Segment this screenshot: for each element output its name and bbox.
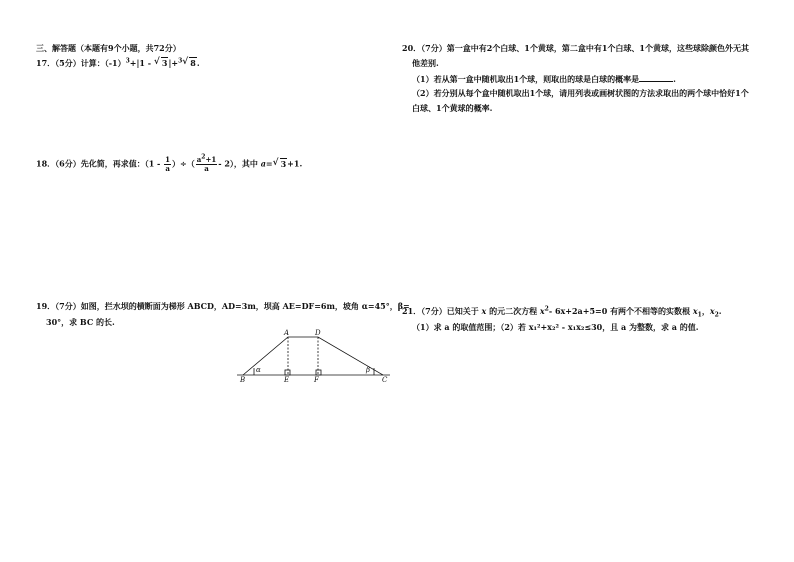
q18-sqrt: [273, 159, 288, 170]
q18-frac2-num-a: a: [196, 155, 202, 164]
label-c: C: [382, 376, 388, 382]
q17-sqrt-radicand: 3: [161, 58, 168, 68]
question-19-line1: 19．（7分）如图，拦水坝的横断面为梯形 ABCD，AD=3m，坝高 AE=DF=6m，坡角 α=45°，β=: [36, 301, 410, 311]
q21-equation: - 6x+2a+5=0 有两个不相等的实数根: [548, 306, 691, 316]
label-alpha: α: [256, 366, 261, 374]
question-17: [36, 58, 200, 69]
q17-cbrt: [182, 58, 197, 69]
q17-abs-close: |+: [168, 58, 179, 68]
label-beta: β: [366, 366, 371, 374]
label-d: D: [315, 329, 321, 337]
question-19-line2: 30°，求 BC 的长.: [46, 317, 115, 327]
q21-x-squared: x: [539, 306, 545, 316]
q21-x2: x: [709, 306, 715, 316]
q18-plus1: +1.: [287, 158, 303, 169]
q21-sub2: 2: [714, 311, 719, 319]
q18-sqrt-radicand: 3: [280, 158, 287, 169]
q17-head: 17．（5分）计算：（: [36, 58, 109, 68]
question-20-part1: [412, 73, 676, 85]
q21-comma: ，: [701, 306, 710, 316]
dam-outline: [243, 337, 383, 375]
question-18: [36, 153, 303, 173]
q18-frac2: [196, 153, 217, 173]
section-title: 三、解答题（本题有9个小题，共72分）: [36, 43, 181, 53]
q18-tail: - 2），其中: [218, 158, 258, 169]
q17-end: .: [196, 58, 200, 68]
q20-part1-text: （1）若从第一盒中随机取出1个球，则取出的球是白球的概率是: [412, 74, 640, 84]
q18-a-var: a: [260, 158, 266, 169]
q21-x-var: x: [481, 306, 487, 316]
label-e: E: [284, 376, 290, 382]
question-20-part2-line1: （2）若分别从每个盒中随机取出1个球，请用列表或画树状图的方法求取出的两个球中恰好1个: [412, 88, 749, 98]
q18-eq: =: [265, 158, 273, 169]
q21-part1: （1）求 a 的取值范围；（2）若: [412, 322, 526, 332]
q17-neg-one: -1）: [108, 58, 126, 68]
right-angle-e: [285, 370, 290, 375]
q21-condition: x₁²+x₂² - x₁x₂≤30，且 a 为整数，求 a 的值.: [528, 322, 699, 332]
q17-sqrt: [154, 58, 169, 69]
q17-abs-open: +|1 -: [129, 58, 152, 68]
trapezoid-figure: [232, 328, 394, 382]
q18-frac2-num-rest: +1: [205, 155, 217, 164]
q21-head: 21．（7分）已知关于: [402, 306, 479, 316]
q18-mid: ）÷（: [172, 158, 195, 169]
q21-sub1: 1: [697, 311, 702, 319]
q21-dot: .: [718, 306, 722, 316]
question-20-line2: 他差别.: [412, 58, 439, 68]
q18-frac1-num: 1: [165, 155, 171, 164]
question-21-parts: [412, 322, 699, 333]
q21-x1: x: [692, 306, 698, 316]
q18-frac1-den: a: [165, 164, 170, 173]
question-20-part2-line2: 白球、1个黄球的概率.: [412, 103, 493, 113]
q21-exp: 2: [544, 305, 549, 313]
answer-blank: [639, 73, 673, 82]
q17-cbrt-radicand: 8: [190, 58, 196, 68]
label-a: A: [284, 329, 290, 337]
question-21-line1: [402, 306, 722, 317]
question-20-line1: 20．（7分）第一盒中有2个白球、1个黄球，第二盒中有1个白球、1个黄球，这些球除颜色外无其: [402, 43, 749, 53]
q20-part1-end: .: [673, 74, 676, 84]
label-b: B: [240, 376, 246, 382]
right-angle-f: [316, 370, 321, 375]
q17-cube-index: 3: [178, 57, 183, 65]
q18-head: 18．（6分）先化简，再求值：（1 -: [36, 158, 161, 169]
q18-frac2-num-exp: 2: [201, 153, 206, 161]
q18-frac1: [164, 156, 171, 173]
q21-mid: 的元二次方程: [489, 306, 538, 316]
q17-exp: 3: [125, 57, 130, 65]
label-f: F: [314, 376, 319, 382]
q18-frac2-den: a: [204, 164, 209, 173]
